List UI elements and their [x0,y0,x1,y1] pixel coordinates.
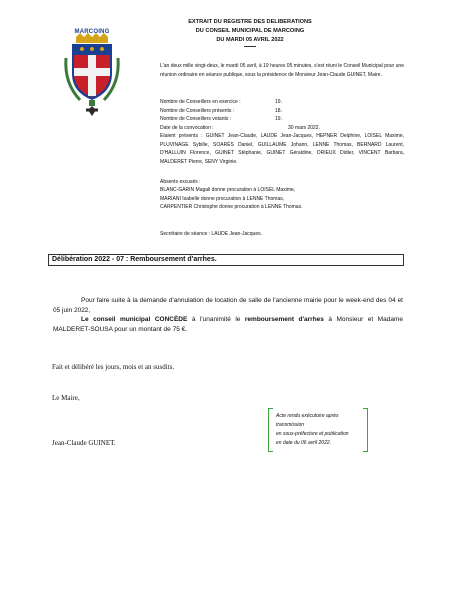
para2-middle: à l'unanimité le [187,316,245,324]
body-paragraph-2 [53,315,403,334]
present-count-label: Nombre de Conseillers présents : [160,107,235,114]
notice-text [276,412,364,448]
excused-title: Absents excusés : [160,179,201,185]
notice-line-2: en sous-préfecture et publication [276,431,349,437]
excused-list [160,186,404,212]
logo-label: MARCOING [74,29,110,35]
mayor-name: Jean-Claude GUINET. [52,439,116,447]
medal-ribbon [89,100,95,106]
para2-lead: Le conseil municipal [81,316,155,324]
para2-end: à Monsieur et Madame MALDERET-SOUSA pour un montant de 75 €. [53,316,403,333]
excused-line-2: MARIANI Isabelle donne procuration à LENNE Thomas, [160,195,285,202]
notice-left-bracket [268,408,273,452]
crown-shape [76,37,108,43]
excused-line-3: CARPENTIER Christophe donne procuration à LENNE Thomas. [160,204,303,211]
fleur-de-lis-3 [100,47,104,51]
notice-line-1: Acte rendu exécutoire après transmission [276,413,339,428]
exercise-count-label: Nombre de Conseillers en exercice : [160,99,241,105]
body-paragraph-1: Pour faire suite à la demande d'annulation de location de salle de l'ancienne mairie pour le week-end des 04 et 05 juin 2022, [53,297,403,314]
fleur-de-lis-1 [80,47,84,51]
voters-count-value: 19. [275,116,282,123]
present-count-value: 18. [275,107,282,114]
meeting-intro: L'an deux mille vingt-deux, le mardi 05 avril, à 19 heures 05 minutes, s'est réuni le Conseil Municipal pour une réunion ordinaire en séance publique, sous la présidence de Monsieur Jean-Claude GUINET, Maire. [160,63,404,78]
deliberation-body [53,296,403,334]
deliberation-title: Délibération 2022 - 07 : Remboursement d'arrhes. [48,254,404,266]
council-counts [160,98,404,132]
convocation-date-value: 30 mars 2022. [288,124,320,131]
exercise-count-value: 19. [275,99,282,105]
excused-line-1: BLANC-GARIN Magali donne procuration à LOISEL Maxime, [160,187,296,193]
present-members: Etaient présents : GUINET Jean-Claude, LAUDE Jean-Jacques, HEPNER Delphine, LOISEL Maxime, PLUVINAGE Sybille, SOARÈS Daniel, GUILLAUME Johann, LENNE Thomas, BERNARD Laurent, D'HALLUIN Florence, GUINET Stéphanie, GUINET Géraldine, DRIEUX Didier, VINCENT Barbara, MALDERET Pierre, SENY Virginie. [160,133,404,165]
header-line-1: EXTRAIT DU REGISTRE DES DELIBERATIONS [188,19,312,25]
document-header [150,18,350,47]
mayor-label: Le Maire, [52,394,80,402]
para2-subject: remboursement d'arrhes [244,316,324,324]
voters-count-label: Nombre de Conseillers votants : [160,116,232,123]
header-divider [244,46,256,47]
header-line-2: DU CONSEIL MUNICIPAL DE MARCOING [195,28,305,34]
closing-statement: Fait et délibéré les jours, mois et an susdits. [52,363,175,371]
notice-line-3: en date du 06 avril 2022. [276,440,332,446]
cross-horizontal [74,68,110,76]
session-secretary: Secrétaire de séance : LAUDE Jean-Jacques. [160,231,262,237]
fleur-de-lis-2 [90,47,94,51]
para2-decision: CONCÈDE [154,316,188,324]
marcoing-coat-of-arms-logo [60,28,124,120]
enforceability-notice [268,408,368,452]
convocation-date-label: Date de la convocation : [160,124,214,131]
header-line-3: DU MARDI 05 AVRIL 2022 [216,37,284,43]
